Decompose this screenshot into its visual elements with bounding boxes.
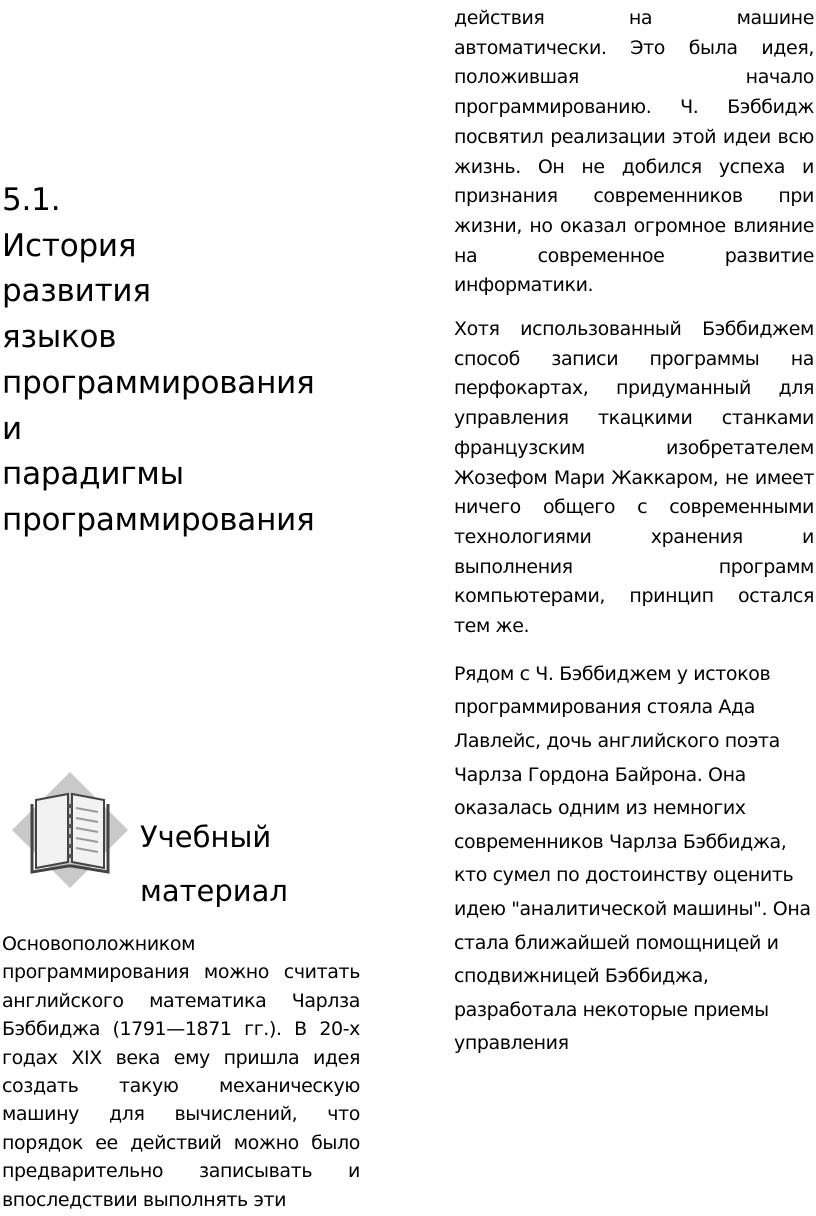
open-book-icon [10,770,130,890]
left-paragraph: Основоположником программирования можно считать английского математика Чарлза Бэббиджа (1791—1871 гг.). В 20-х годах XIX века ему пришла идея создать такую механическую машину для вычислений, что порядок ее действий можно было предварительно записывать и впоследствии выполнять эти [2,933,360,1211]
right-paragraph-2: Хотя использованный Бэббиджем способ записи программы на перфокартах, придуманный для управления ткацкими станками французским изобретателем Жозефом Мари Жаккаром, не имеет ничего общего с современными технологиями хранения и выполнения программ компьютерами, принцип остался тем же. [454,318,814,638]
right-paragraph-1: действия на машине автоматически. Это была идея, положившая начало программированию. Ч. Бэббидж посвятил реализации этой идеи всю жизнь. Он не добился успеха и признания современников при жизни, но оказал огромное влияние на современное развитие информатики. [454,7,814,297]
badge-label: Учебный материал [140,820,288,908]
right-paragraph-3: Рядом с Ч. Бэббиджем у истоков программирования стояла Ада Лавлейс, дочь английского поэта Чарлза Гордона Байрона. Она оказалась одним из немногих современников Чарлза Бэббиджа, кто сумел по достоинству оценить идею "аналитической машины". Она стала ближайшей помощницей и сподвижницей Бэббиджа, разработала некоторые приемы управления [454,662,811,1055]
section-heading: 5.1. История развития языков программирования и парадигмы программирования [2,182,315,538]
right-column [454,4,814,1061]
